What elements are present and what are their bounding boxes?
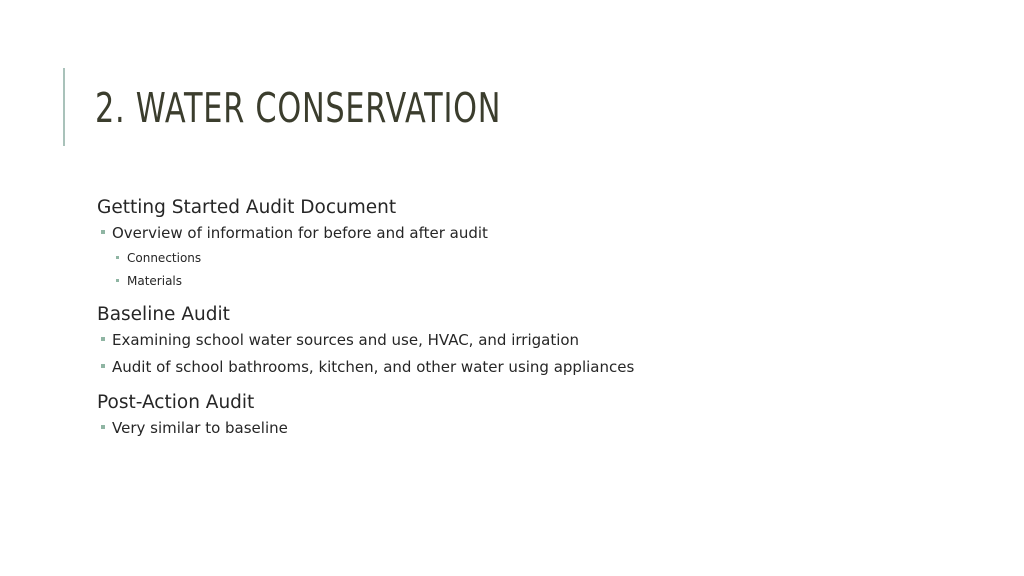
section-getting-started	[97, 196, 957, 293]
section-baseline-audit	[97, 303, 957, 381]
section-post-action-audit	[97, 391, 957, 442]
bullet-marker-icon	[116, 256, 119, 259]
bullet-item	[97, 220, 957, 247]
bullet-marker-icon	[101, 337, 105, 341]
bullet-item	[97, 327, 957, 354]
bullet-text: Examining school water sources and use, HVAC, and irrigation	[112, 331, 580, 349]
bullet-text: Very similar to baseline	[112, 419, 288, 437]
bullet-text: Overview of information for before and after audit	[112, 224, 488, 242]
sub-bullet-text: Connections	[127, 251, 202, 265]
bullet-text: Audit of school bathrooms, kitchen, and other water using appliances	[112, 358, 635, 376]
bullet-item	[97, 354, 957, 381]
section-heading: Getting Started Audit Document	[97, 197, 397, 218]
bullet-marker-icon	[101, 425, 105, 429]
bullet-marker-icon	[116, 279, 119, 282]
bullet-marker-icon	[101, 364, 105, 368]
sub-bullet-item	[97, 270, 957, 293]
slide-content	[97, 196, 957, 442]
slide-title: 2. WATER CONSERVATION	[95, 84, 502, 132]
sub-bullet-text: Materials	[127, 274, 183, 288]
title-accent-bar	[63, 68, 65, 146]
bullet-item	[97, 415, 957, 442]
section-heading: Baseline Audit	[97, 304, 230, 325]
section-heading: Post-Action Audit	[97, 392, 255, 413]
sub-bullet-item	[97, 247, 957, 270]
bullet-marker-icon	[101, 230, 105, 234]
